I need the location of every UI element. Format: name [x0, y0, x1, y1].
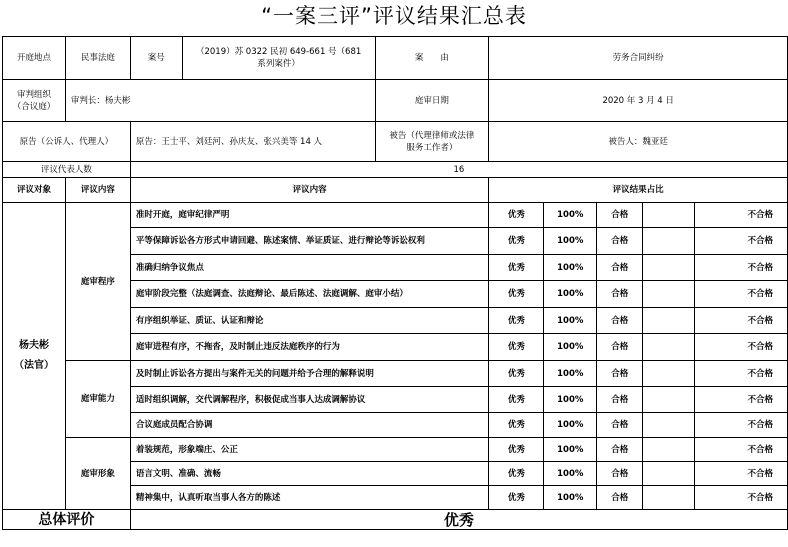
- cause-value: 劳务合同纠纷: [489, 37, 788, 80]
- item-pass: 合格: [597, 228, 643, 255]
- case-no-value: （2019）苏 0322 民初 649-661 号（681 系列案件）: [182, 37, 375, 80]
- item-text: 有序组织举证、质证、认证和辩论: [130, 308, 489, 334]
- summary-label: 总体评价: [3, 510, 131, 530]
- header-row-court: [3, 37, 788, 80]
- item-blank: [695, 255, 734, 281]
- item-pct: 100%: [544, 255, 597, 281]
- group-name: 庭审形象: [65, 438, 130, 510]
- item-pass: 合格: [597, 413, 643, 438]
- panel-value: 审判长：杨夫彬: [65, 80, 375, 122]
- item-blank: [695, 486, 734, 510]
- summary-value: 优秀: [130, 510, 787, 530]
- item-rating: 优秀: [489, 255, 544, 281]
- page-title: “一案三评”评议结果汇总表: [261, 4, 527, 28]
- item-pass: 合格: [597, 334, 643, 361]
- court-label: 开庭地点: [3, 37, 66, 80]
- item-text: 及时制止诉讼各方提出与案件无关的问题并给予合理的解释说明: [130, 361, 489, 387]
- item-rating: 优秀: [489, 281, 544, 308]
- item-blank: [643, 281, 695, 308]
- table-row: [3, 203, 788, 228]
- item-rating: 优秀: [489, 334, 544, 361]
- col-content: 评议内容: [65, 178, 130, 203]
- item-blank: [695, 387, 734, 413]
- item-blank: [643, 203, 695, 228]
- item-rating: 优秀: [489, 438, 544, 462]
- item-fail: 不合格: [734, 228, 788, 255]
- item-rating: 优秀: [489, 387, 544, 413]
- item-fail: 不合格: [734, 281, 788, 308]
- item-text: 庭审阶段完整（法庭调查、法庭辩论、最后陈述、法庭调解、庭审小结）: [130, 281, 489, 308]
- item-pass: 合格: [597, 361, 643, 387]
- item-pass: 合格: [597, 486, 643, 510]
- item-text: 准时开庭，庭审纪律严明: [130, 203, 489, 228]
- item-pct: 100%: [544, 438, 597, 462]
- item-blank: [643, 255, 695, 281]
- item-fail: 不合格: [734, 486, 788, 510]
- item-blank: [695, 462, 734, 486]
- item-fail: 不合格: [734, 438, 788, 462]
- court-value: 民事法庭: [65, 37, 130, 80]
- item-pass: 合格: [597, 281, 643, 308]
- group-name: 庭审程序: [65, 203, 130, 361]
- item-rating: 优秀: [489, 361, 544, 387]
- judge-cell: 杨夫彬 （法官）: [3, 203, 66, 510]
- panel-label: 审判组织 （合议庭）: [3, 80, 66, 122]
- case-no-label: 案号: [130, 37, 182, 80]
- table-row: [3, 361, 788, 387]
- item-blank: [695, 281, 734, 308]
- item-blank: [695, 308, 734, 334]
- item-blank: [643, 308, 695, 334]
- cause-label: 案 由: [375, 37, 489, 80]
- item-text: 着装规范，形象端庄、公正: [130, 438, 489, 462]
- summary-row: [3, 510, 788, 530]
- item-blank: [643, 486, 695, 510]
- item-pass: 合格: [597, 387, 643, 413]
- item-blank: [695, 203, 734, 228]
- item-blank: [643, 387, 695, 413]
- col-object: 评议对象: [3, 178, 66, 203]
- date-label: 庭审日期: [375, 80, 489, 122]
- defendant-label: 被告（代理律师或法律 服务工作者）: [375, 122, 489, 162]
- item-pass: 合格: [597, 308, 643, 334]
- item-pass: 合格: [597, 203, 643, 228]
- item-blank: [695, 334, 734, 361]
- table-row: [3, 438, 788, 462]
- item-blank: [695, 413, 734, 438]
- header-row-reps: [3, 162, 788, 178]
- item-fail: 不合格: [734, 334, 788, 361]
- item-fail: 不合格: [734, 203, 788, 228]
- item-pct: 100%: [544, 308, 597, 334]
- reps-label: 评议代表人数: [3, 162, 131, 178]
- item-rating: 优秀: [489, 308, 544, 334]
- item-fail: 不合格: [734, 361, 788, 387]
- item-pct: 100%: [544, 334, 597, 361]
- col-detail: 评议内容: [130, 178, 489, 203]
- defendant-value: 被告人：魏亚廷: [489, 122, 788, 162]
- item-pass: 合格: [597, 462, 643, 486]
- item-pass: 合格: [597, 255, 643, 281]
- item-blank: [643, 438, 695, 462]
- item-rating: 优秀: [489, 413, 544, 438]
- item-text: 语言文明、准确、流畅: [130, 462, 489, 486]
- item-rating: 优秀: [489, 228, 544, 255]
- item-pct: 100%: [544, 486, 597, 510]
- item-rating: 优秀: [489, 462, 544, 486]
- item-pct: 100%: [544, 281, 597, 308]
- group-name: 庭审能力: [65, 361, 130, 438]
- item-blank: [643, 413, 695, 438]
- item-text: 精神集中，认真听取当事人各方的陈述: [130, 486, 489, 510]
- reps-value: 16: [130, 162, 787, 178]
- header-row-panel: [3, 80, 788, 122]
- item-blank: [643, 334, 695, 361]
- item-fail: 不合格: [734, 462, 788, 486]
- item-blank: [695, 228, 734, 255]
- item-fail: 不合格: [734, 255, 788, 281]
- item-pct: 100%: [544, 361, 597, 387]
- date-value: 2020 年 3 月 4 日: [489, 80, 788, 122]
- item-blank: [643, 462, 695, 486]
- plaintiff-value: 原告：王士平、刘廷河、孙庆友、张兴美等 14 人: [130, 122, 375, 162]
- item-fail: 不合格: [734, 413, 788, 438]
- item-text: 适时组织调解，交代调解程序，积极促成当事人达成调解协议: [130, 387, 489, 413]
- item-pct: 100%: [544, 203, 597, 228]
- plaintiff-label: 原告（公诉人、代理人）: [3, 122, 131, 162]
- item-text: 平等保障诉讼各方形式申请回避、陈述案情、举证质证、进行辩论等诉讼权利: [130, 228, 489, 255]
- item-text: 准确归纳争议焦点: [130, 255, 489, 281]
- item-rating: 优秀: [489, 203, 544, 228]
- item-pct: 100%: [544, 387, 597, 413]
- evaluation-table: [2, 36, 788, 530]
- item-pass: 合格: [597, 438, 643, 462]
- col-result: 评议结果占比: [489, 178, 788, 203]
- item-fail: 不合格: [734, 308, 788, 334]
- item-blank: [695, 438, 734, 462]
- item-fail: 不合格: [734, 387, 788, 413]
- item-text: 庭审进程有序，不拖沓，及时制止违反法庭秩序的行为: [130, 334, 489, 361]
- header-row-parties: [3, 122, 788, 162]
- item-rating: 优秀: [489, 486, 544, 510]
- item-blank: [695, 361, 734, 387]
- item-text: 合议庭成员配合协调: [130, 413, 489, 438]
- item-pct: 100%: [544, 228, 597, 255]
- item-blank: [643, 361, 695, 387]
- item-pct: 100%: [544, 413, 597, 438]
- column-header-row: [3, 178, 788, 203]
- item-blank: [643, 228, 695, 255]
- item-pct: 100%: [544, 462, 597, 486]
